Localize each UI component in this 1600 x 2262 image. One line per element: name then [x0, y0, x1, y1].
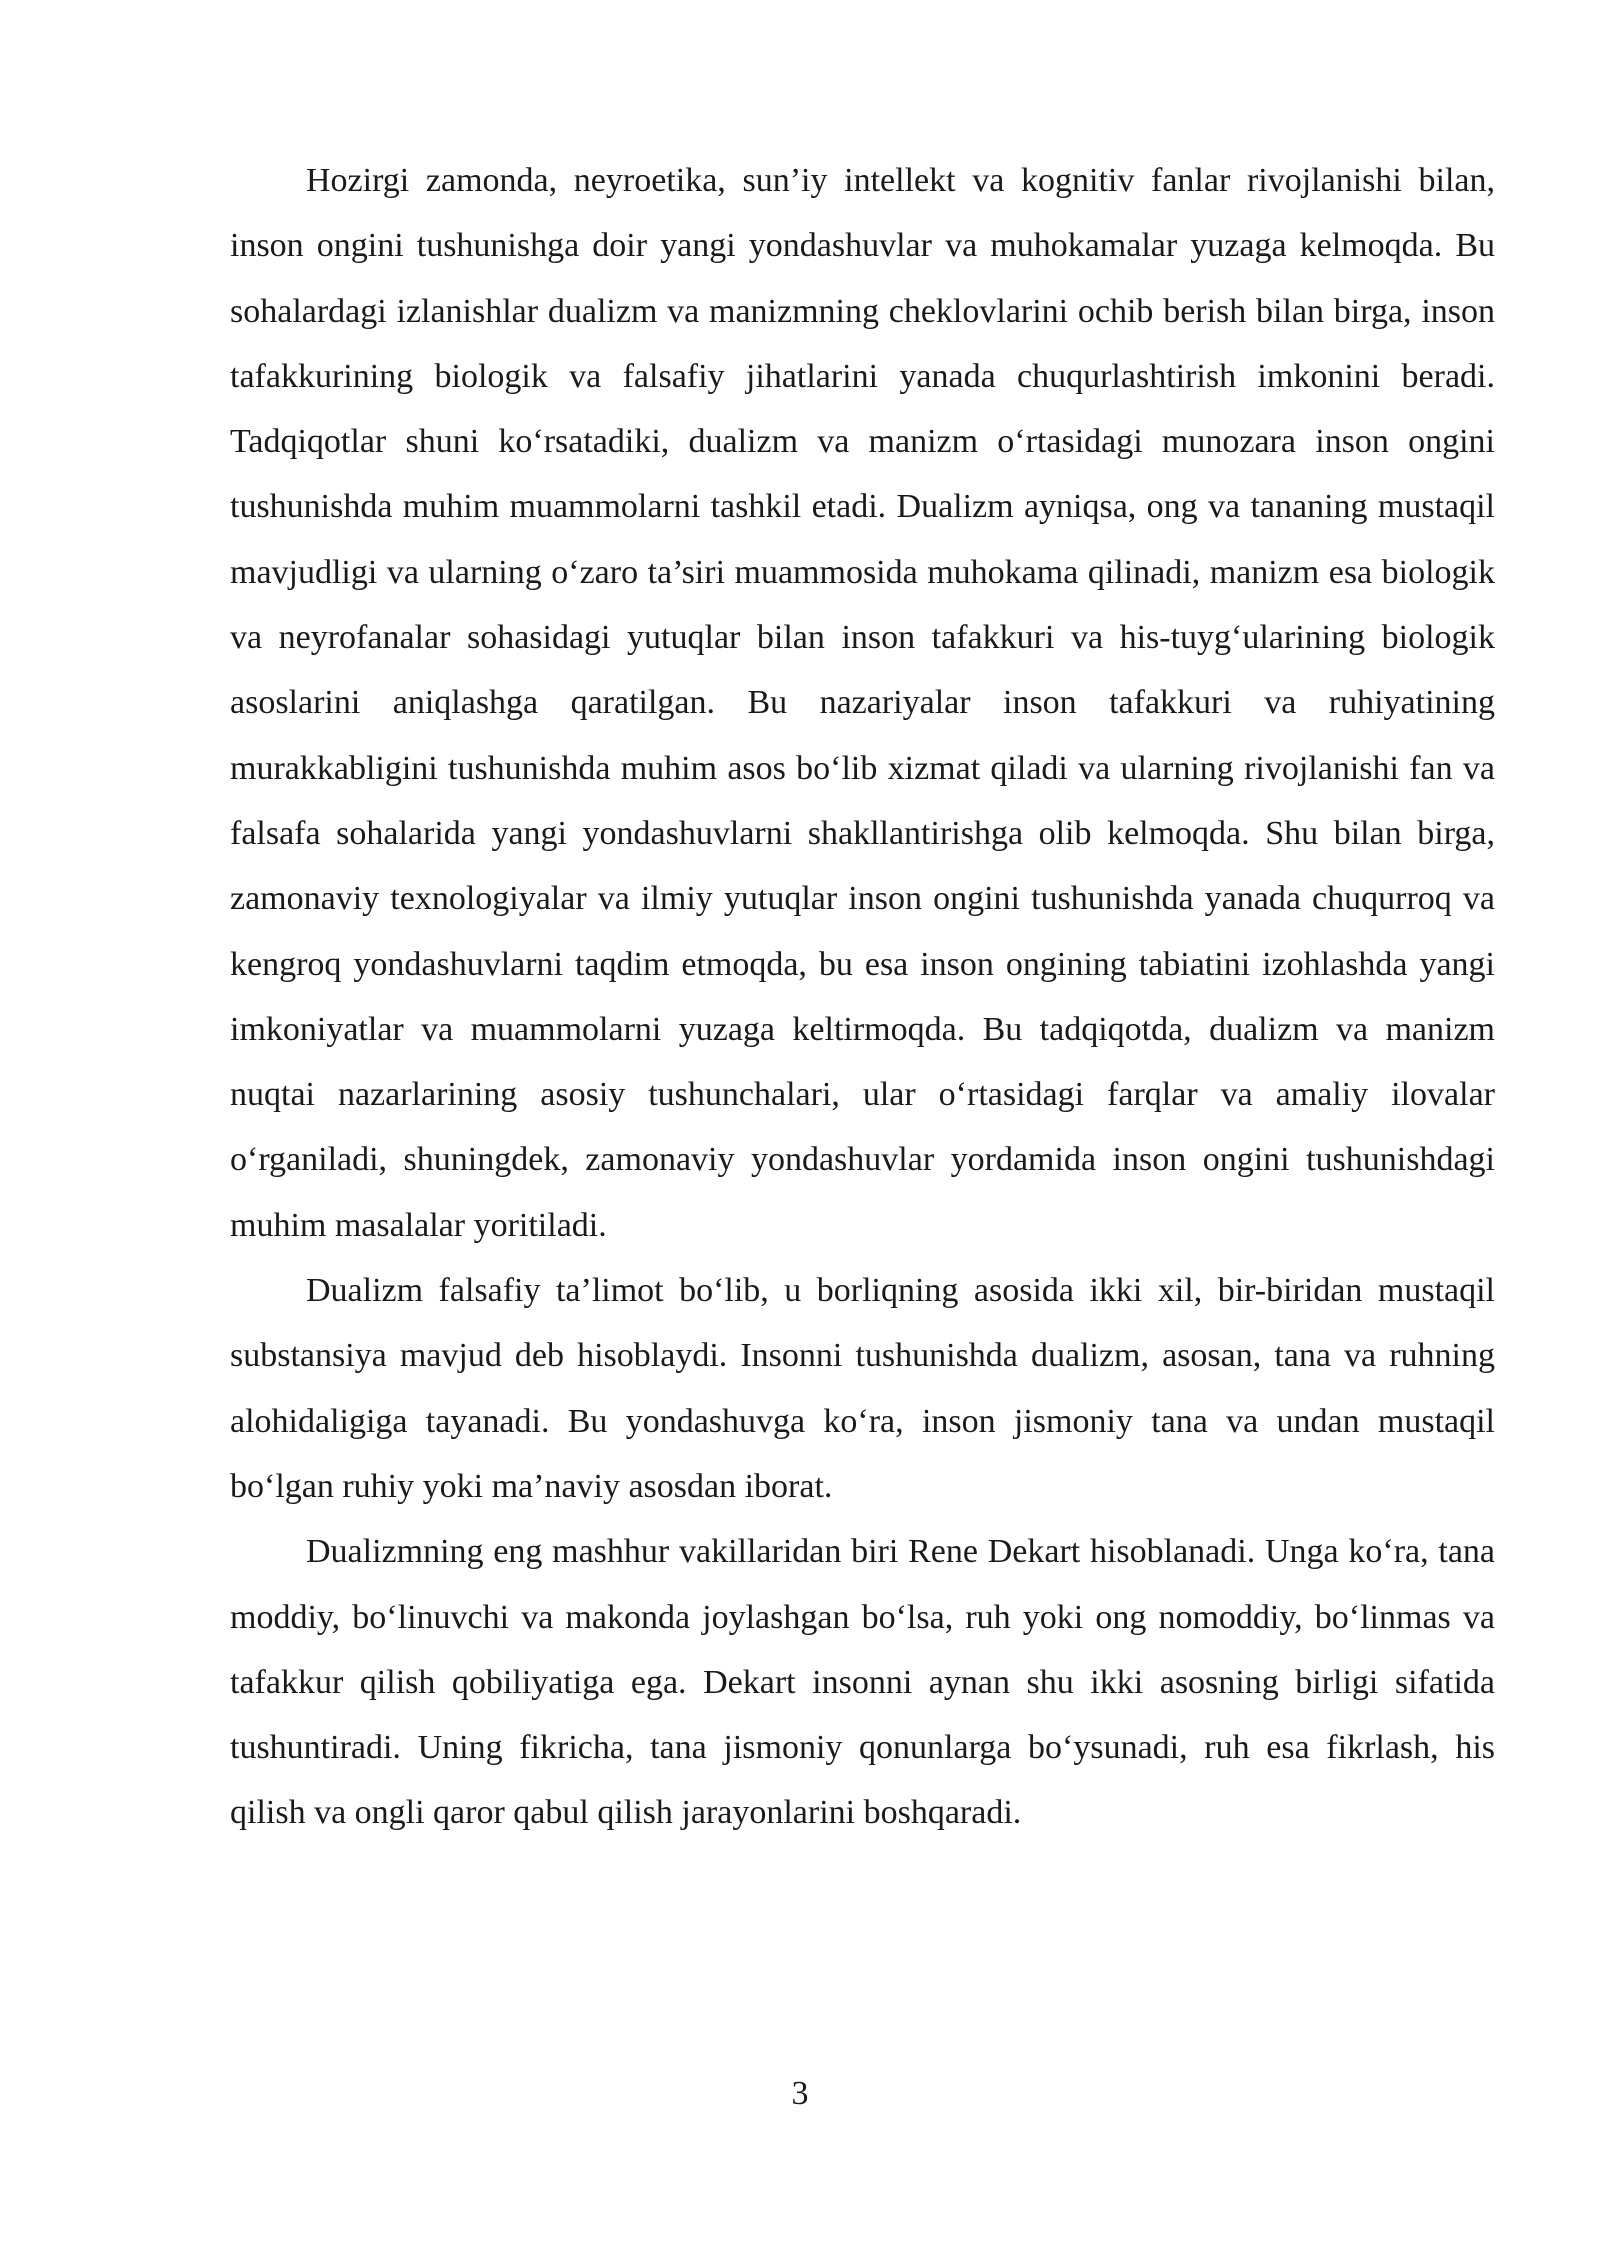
paragraph-3: Dualizmning eng mashhur vakillaridan biri Rene Dekart hisoblanadi. Unga ko‘ra, tana moddiy, bo‘linuvchi va makonda joylashgan bo‘lsa, ruh yoki ong nomoddiy, bo‘linmas va tafakkur qilish qobiliyatiga ega. Dekart insonni aynan shu ikki asosning birligi sifatida tushuntiradi. Uning fikricha, tana jismoniy qonunlarga bo‘ysunadi, ruh esa fikrlash, his qilish va ongli qaror qabul qilish jarayonlarini boshqaradi.: [230, 1533, 1495, 1832]
paragraph-2: Dualizm falsafiy ta’limot bo‘lib, u borliqning asosida ikki xil, bir-biridan mustaqil substansiya mavjud deb hisoblaydi. Insonni tushunishda dualizm, asosan, tana va ruhning alohidaligiga tayanadi. Bu yondashuvga ko‘ra, inson jismoniy tana va undan mustaqil bo‘lgan ruhiy yoki ma’naviy asosdan iborat.: [230, 1272, 1495, 1505]
page-number: 3: [791, 2075, 809, 2112]
document-body: [230, 148, 1495, 1846]
paragraph-1: Hozirgi zamonda, neyroetika, sun’iy intellekt va kognitiv fanlar rivojlanishi bilan, inson ongini tushunishga doir yangi yondashuvlar va muhokamalar yuzaga kelmoqda. Bu sohalardagi izlanishlar dualizm va manizmning cheklovlarini ochib berish bilan birga, inson tafakkurining biologik va falsafiy jihatlarini yanada chuqurlashtirish imkonini beradi. Tadqiqotlar shuni ko‘rsatadiki, dualizm va manizm o‘rtasidagi munozara inson ongini tushunishda muhim muammolarni tashkil etadi. Dualizm ayniqsa, ong va tananing mustaqil mavjudligi va ularning o‘zaro ta’siri muammosida muhokama qilinadi, manizm esa biologik va neyrofanalar sohasidagi yutuqlar bilan inson tafakkuri va his-tuyg‘ularining biologik asoslarini aniqlashga qaratilgan. Bu nazariyalar inson tafakkuri va ruhiyatining murakkabligini tushunishda muhim asos bo‘lib xizmat qiladi va ularning rivojlanishi fan va falsafa sohalarida yangi yondashuvlarni shakllantirishga olib kelmoqda. Shu bilan birga, zamonaviy texnologiyalar va ilmiy yutuqlar inson ongini tushunishda yanada chuqurroq va kengroq yondashuvlarni taqdim etmoqda, bu esa inson ongining tabiatini izohlashda yangi imkoniyatlar va muammolarni yuzaga keltirmoqda. Bu tadqiqotda, dualizm va manizm nuqtai nazarlarining asosiy tushunchalari, ular o‘rtasidagi farqlar va amaliy ilovalar o‘rganiladi, shuningdek, zamonaviy yondashuvlar yordamida inson ongini tushunishdagi muhim masalalar yoritiladi.: [230, 162, 1495, 1244]
